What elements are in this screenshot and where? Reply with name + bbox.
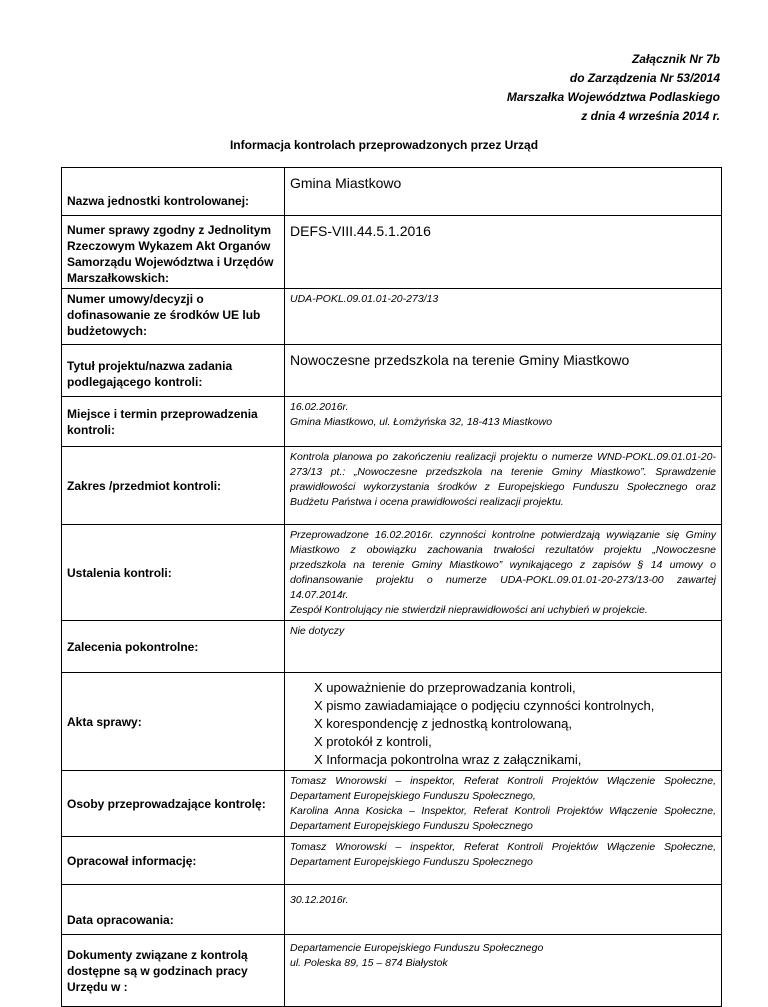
label-prepared-by: Opracował informację: — [62, 837, 285, 885]
row-place-date — [62, 397, 722, 447]
header-line-2: do Zarządzenia Nr 53/2014 — [569, 71, 720, 85]
value-documents — [285, 935, 722, 1007]
department-name: Departamencie Europejskiego Funduszu Społecznego — [290, 942, 544, 954]
label-project-title: Tytuł projektu/nazwa zadania podlegającego kontroli: — [62, 345, 285, 397]
list-item: X protokół z kontroli, — [314, 734, 432, 749]
row-findings — [62, 525, 722, 621]
findings-conclusion: Zespół Kontrolujący nie stwierdził nieprawidłowości ani uchybień w projekcie. — [290, 604, 648, 616]
value-inspectors — [285, 771, 722, 837]
inspector-2: Karolina Anna Kosicka – Inspektor, Referat Kontroli Projektów Włączenie Społeczne, Departament Europejskiego Funduszu Społecznego — [290, 805, 716, 832]
value-prepared-by: Tomasz Wnorowski – inspektor, Referat Kontroli Projektów Włączenie Społeczne, Departament Europejskiego Funduszu Społecznego — [285, 837, 722, 885]
value-findings — [285, 525, 722, 621]
row-case-number — [62, 216, 722, 289]
row-documents — [62, 935, 722, 1007]
value-prep-date: 30.12.2016r. — [285, 885, 722, 935]
label-scope: Zakres /przedmiot kontroli: — [62, 447, 285, 525]
label-agreement: Numer umowy/decyzji o dofinasowanie ze środków UE lub budżetowych: — [62, 289, 285, 345]
value-unit: Gmina Miastkowo — [285, 168, 722, 216]
row-files — [62, 673, 722, 771]
header-line-1: Załącznik Nr 7b — [631, 52, 720, 66]
findings-text: Przeprowadzone 16.02.2016r. czynności kontrolne potwierdzają wywiązanie się Gminy Miastkowo z obowiązku zachowania trwałości rezultatów projektu „Nowoczesne przedszkola na terenie Gminy Miastkowo” wynikającego z zapisów § 14 umowy o dofinansowanie projektu o numerze UDA-POKL.09.01.01-20-273/13-00 zawartej 14.07.2014r. — [290, 529, 716, 601]
row-prep-date — [62, 885, 722, 935]
control-place: Gmina Miastkowo, ul. Łomżyńska 32, 18-413 Miastkowo — [290, 416, 553, 428]
row-prepared-by — [62, 837, 722, 885]
inspection-info-table — [61, 167, 722, 1007]
value-agreement: UDA-POKL.09.01.01-20-273/13 — [285, 289, 722, 345]
value-case-number: DEFS-VIII.44.5.1.2016 — [285, 216, 722, 289]
attachment-header — [507, 50, 720, 126]
control-date: 16.02.2016r. — [290, 401, 349, 413]
header-line-4: z dnia 4 września 2014 r. — [581, 109, 720, 123]
row-inspectors — [62, 771, 722, 837]
list-item: X korespondencję z jednostką kontrolowaną, — [314, 716, 572, 731]
value-project-title: Nowoczesne przedszkola na terenie Gminy Miastkowo — [285, 345, 722, 397]
department-address: ul. Poleska 89, 15 – 874 Białystok — [290, 957, 448, 969]
list-item: X upoważnienie do przeprowadzania kontroli, — [314, 680, 576, 695]
label-unit: Nazwa jednostki kontrolowanej: — [62, 168, 285, 216]
label-findings: Ustalenia kontroli: — [62, 525, 285, 621]
value-place-date — [285, 397, 722, 447]
label-documents: Dokumenty związane z kontrolą dostępne są w godzinach pracy Urzędu w : — [62, 935, 285, 1007]
inspector-1: Tomasz Wnorowski – inspektor, Referat Kontroli Projektów Włączenie Społeczne, Departament Europejskiego Funduszu Społecznego, — [290, 775, 716, 802]
value-recommendations: Nie dotyczy — [285, 621, 722, 673]
label-inspectors: Osoby przeprowadzające kontrolę: — [62, 771, 285, 837]
list-item: X pismo zawiadamiające o podjęciu czynności kontrolnych, — [314, 698, 655, 713]
label-recommendations: Zalecenia pokontrolne: — [62, 621, 285, 673]
label-place-date: Miejsce i termin przeprowadzenia kontroli: — [62, 397, 285, 447]
row-unit — [62, 168, 722, 216]
row-recommendations — [62, 621, 722, 673]
header-line-3: Marszałka Województwa Podlaskiego — [506, 90, 720, 104]
value-scope: Kontrola planowa po zakończeniu realizacji projektu o numerze WND-POKL.09.01.01-20-273/13 pt.: „Nowoczesne przedszkola na terenie Gminy Miastkowo”. Sprawdzenie prawidłowości wykorzystania środków z Europejskiego Funduszu Społecznego oraz Budżetu Państwa i ocena prawidłowości realizacji projektu. — [285, 447, 722, 525]
value-files — [285, 673, 722, 771]
label-prep-date: Data opracowania: — [62, 885, 285, 935]
list-item: X Informacja pokontrolna wraz z załącznikami, — [314, 752, 582, 767]
document-title: Informacja kontrolach przeprowadzonych przez Urząd — [229, 138, 539, 152]
files-list — [290, 679, 716, 769]
label-files: Akta sprawy: — [62, 673, 285, 771]
row-project-title — [62, 345, 722, 397]
row-scope — [62, 447, 722, 525]
row-agreement — [62, 289, 722, 345]
label-case-number: Numer sprawy zgodny z Jednolitym Rzeczowym Wykazem Akt Organów Samorządu Województwa i Urzędów Marszałkowskich: — [62, 216, 285, 289]
